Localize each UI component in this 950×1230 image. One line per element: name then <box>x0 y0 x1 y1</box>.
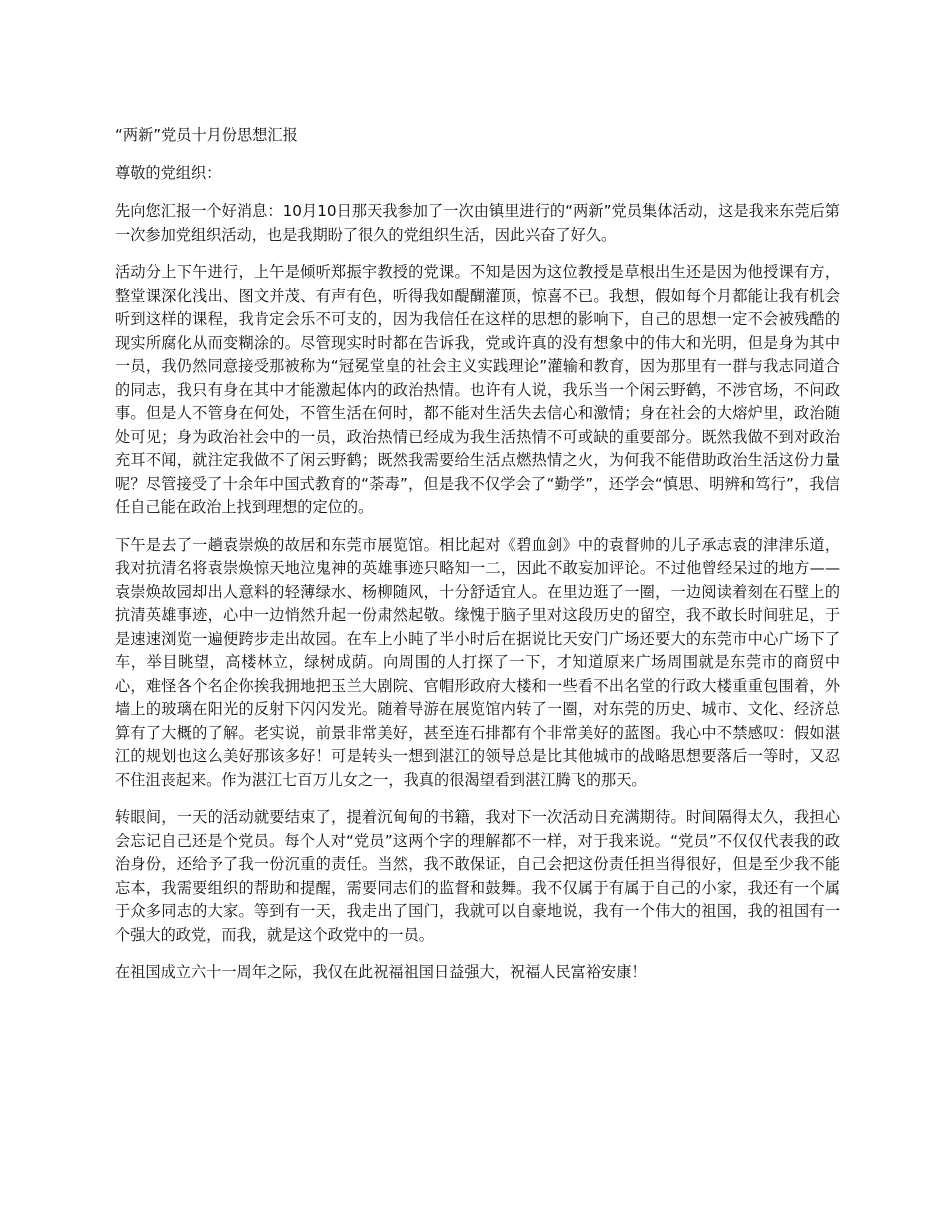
document-page <box>115 124 840 999</box>
document-title: “两新”党员十月份思想汇报 <box>115 126 298 144</box>
paragraph-closing-wish: 在祖国成立六十一周年之际，我仅在此祝福祖国日益强大，祝福人民富裕安康！ <box>115 963 647 981</box>
paragraph-afternoon-visit: 下午是去了一趟袁崇焕的故居和东莞市展览馆。相比起对《碧血剑》中的袁督帅的儿子承志袁的津津乐道，我对抗清名将袁崇焕惊天地泣鬼神的英雄事迹只略知一二，因此不敢妄加评论。不过他曾经呆过的地方——袁崇焕故园却出人意料的轻薄绿水、杨柳随风，十分舒适宜人。在里边逛了一圈，一边阅读着刻在石壁上的抗清英雄事迹，心中一边悄然升起一份肃然起敬。缘愧于脑子里对这段历史的留空，我不敢长时间驻足，于是速速浏览一遍便跨步走出故园。在车上小盹了半小时后在据说比天安门广场还要大的东莞市中心广场下了车，举目眺望，高楼林立，绿树成荫。向周围的人打探了一下，才知道原来广场周围就是东莞市的商贸中心，难怪各个名企你挨我拥地把玉兰大剧院、官帽形政府大楼和一些看不出名堂的行政大楼重重包围着，外墙上的玻璃在阳光的反射下闪闪发光。随着导游在展览馆内转了一圈，对东莞的历史、城市、文化、经济总算有了大概的了解。老实说，前景非常美好，甚至连石排都有个非常美好的蓝图。我心中不禁感叹：假如湛江的规划也这么美好那该多好！可是转头一想到湛江的领导总是比其他城市的战略思想要落后一等时，又忍不住沮丧起来。作为湛江七百万儿女之一，我真的很渴望看到湛江腾飞的那天。 <box>115 535 840 789</box>
salutation: 尊敬的党组织： <box>115 164 222 182</box>
paragraph-reflection: 转眼间，一天的活动就要结束了，提着沉甸甸的书籍，我对下一次活动日充满期待。时间隔得太久，我担心会忘记自己还是个党员。每个人对“党员”这两个字的理解都不一样，对于我来说。“党员”不仅仅代表我的政治身份，还给予了我一份沉重的责任。当然，我不敢保证，自己会把这份责任担当得很好，但是至少我不能忘本，我需要组织的帮助和提醒，需要同志们的监督和鼓舞。我不仅属于有属于自己的小家，我还有一个属于众多同志的大家。等到有一天，我走出了国门，我就可以自豪地说，我有一个伟大的祖国，我的祖国有一个强大的政党，而我，就是这个政党中的一员。 <box>115 808 840 944</box>
paragraph-good-news: 先向您汇报一个好消息：10月10日那天我参加了一次由镇里进行的“两新”党员集体活动，这是我来东莞后第一次参加党组织活动，也是我期盼了很久的党组织生活，因此兴奋了好久。 <box>115 202 840 244</box>
paragraph-morning-lecture: 活动分上下午进行，上午是倾听郑振宇教授的党课。不知是因为这位教授是草根出生还是因为他授课有方，整堂课深化浅出、图文并茂、有声有色，听得我如醍醐灌顶，惊喜不已。我想，假如每个月都能让我有机会听到这样的课程，我肯定会乐不可支的，因为我信任在这样的思想的影响下，自己的思想一定不会被残酷的现实所腐化从而变糊涂的。尽管现实时时都在告诉我，党或许真的没有想象中的伟大和光明，但是身为其中一员，我仍然同意接受那被称为“冠冕堂皇的社会主义实践理论”灌输和教育，因为那里有一群与我志同道合的同志，我只有身在其中才能激起体内的政治热情。也许有人说，我乐当一个闲云野鹤，不涉官场，不问政事。但是人不管身在何处，不管生活在何时，都不能对生活失去信心和激情；身在社会的大熔炉里，政治随处可见；身为政治社会中的一员，政治热情已经成为我生活热情不可或缺的重要部分。既然我做不到对政治充耳不闻，就注定我做不了闲云野鹤；既然我需要给生活点燃热情之火，为何我不能借助政治生活这份力量呢？尽管接受了十余年中国式教育的“荼毒”，但是我不仅学会了“勤学”，还学会“慎思、明辨和笃行”，我信任自己能在政治上找到理想的定位的。 <box>115 263 840 516</box>
